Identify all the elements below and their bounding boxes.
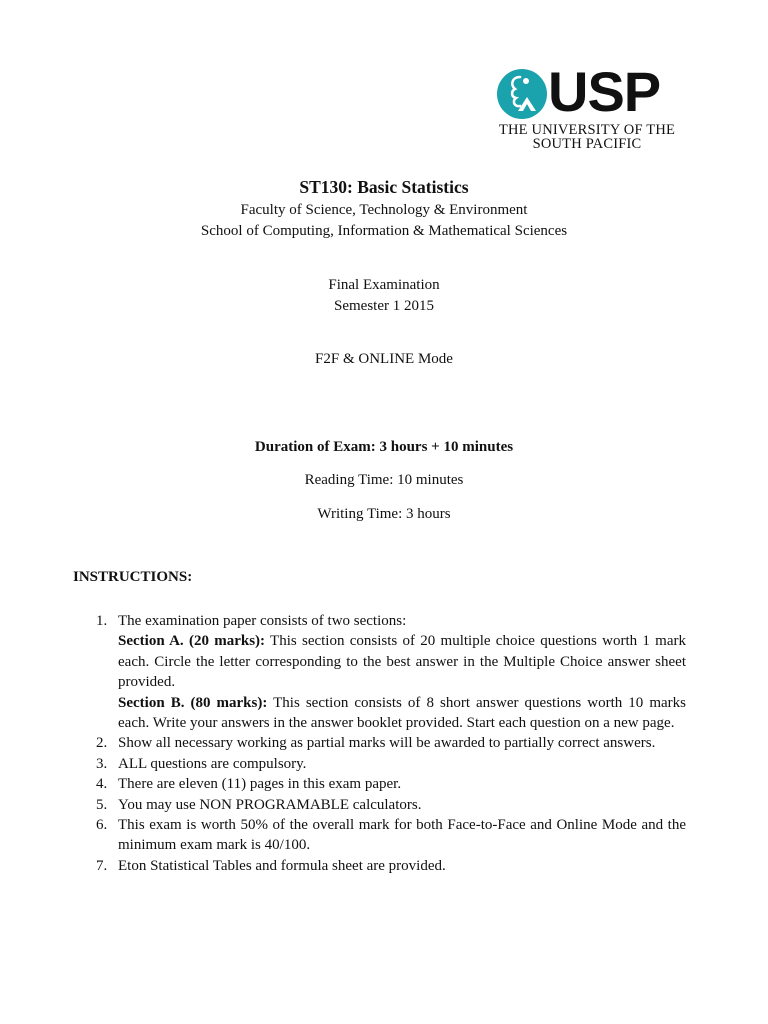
item-text: This exam is worth 50% of the overall mark for both Face-to-Face and Online Mode and the minimum exam mark is 40/100. (118, 817, 686, 854)
item-number: 6. (96, 817, 108, 834)
section-a-description (118, 631, 686, 692)
item-number: 1. (96, 613, 108, 629)
university-name (498, 123, 676, 151)
list-item (96, 611, 686, 733)
semester: Semester 1 2015 (334, 298, 434, 314)
exam-duration: Duration of Exam: 3 hours + 10 minutes (254, 439, 514, 455)
university-name-line1: THE UNIVERSITY OF THE (498, 122, 676, 138)
list-item (96, 856, 686, 876)
instructions-list (96, 611, 686, 876)
list-item (96, 815, 686, 856)
item-text: Show all necessary working as partial marks will be awarded to partially correct answers. (118, 735, 656, 752)
list-item (96, 774, 686, 794)
university-name-line2: SOUTH PACIFIC (532, 136, 642, 152)
item-number: 2. (96, 735, 108, 752)
section-a-label: Section A. (20 marks): (118, 633, 266, 650)
exam-mode: F2F & ONLINE Mode (315, 351, 453, 367)
item-text: Eton Statistical Tables and formula sheet are provided. (118, 857, 446, 874)
school-name: School of Computing, Information & Mathematical Sciences (200, 223, 568, 239)
item-text: The examination paper consists of two sections: (118, 613, 407, 629)
usp-wordmark: USP (548, 60, 661, 123)
section-b-description (118, 693, 686, 734)
usp-emblem-icon (496, 68, 548, 120)
course-title: ST130: Basic Statistics (299, 177, 469, 197)
reading-time: Reading Time: 10 minutes (304, 472, 464, 488)
item-number: 7. (96, 857, 108, 874)
item-number: 3. (96, 755, 108, 772)
item-number: 5. (96, 796, 108, 813)
list-item (96, 733, 686, 753)
exam-type: Final Examination (328, 277, 440, 293)
item-number: 4. (96, 776, 108, 793)
usp-logo (494, 60, 684, 158)
section-b-text: This section consists of 8 short answer questions worth 10 marks each. Write your answers in the answer booklet provided. Start each question on a new page. (118, 694, 686, 732)
writing-time: Writing Time: 3 hours (317, 506, 451, 522)
section-a-text: This section consists of 20 multiple choice questions worth 1 mark each. Circle the letter corresponding to the best answer in the Multiple Choice answer sheet provided. (118, 633, 686, 691)
item-text: There are eleven (11) pages in this exam paper. (118, 776, 402, 793)
list-item (96, 754, 686, 774)
instructions-heading: INSTRUCTIONS: (73, 569, 193, 585)
list-item (96, 795, 686, 815)
section-b-label: Section B. (80 marks): (118, 694, 268, 711)
item-text: You may use NON PROGRAMABLE calculators. (118, 796, 422, 813)
faculty-name: Faculty of Science, Technology & Environment (240, 202, 528, 218)
item-text: ALL questions are compulsory. (118, 755, 307, 772)
